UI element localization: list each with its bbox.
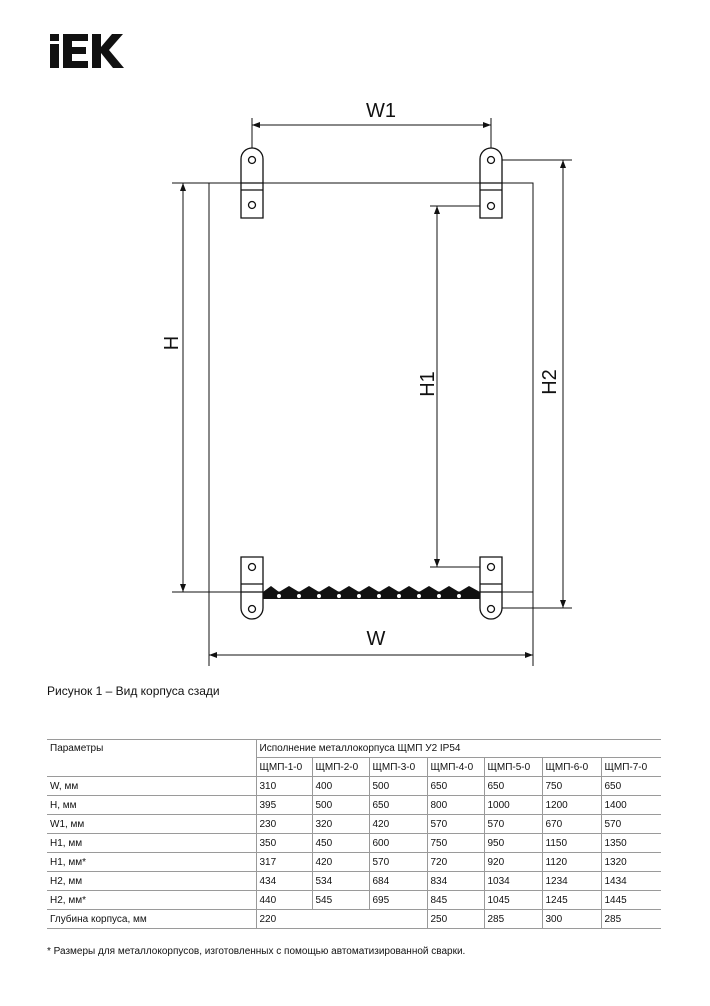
- table-cell: 1000: [484, 796, 542, 815]
- table-cell: 450: [312, 834, 369, 853]
- table-row: [47, 796, 661, 815]
- table-row: [47, 834, 661, 853]
- model-header-cell: ЩМП-1-0: [256, 758, 312, 777]
- table-row: [47, 777, 661, 796]
- table-cell: 350: [256, 834, 312, 853]
- table-cell: 285: [601, 910, 661, 929]
- table-cell: 600: [369, 834, 427, 853]
- table-cell: 570: [484, 815, 542, 834]
- table-row: [47, 891, 661, 910]
- table-cell: 534: [312, 872, 369, 891]
- table-cell: 1400: [601, 796, 661, 815]
- table-cell: 720: [427, 853, 484, 872]
- table-cell: 1434: [601, 872, 661, 891]
- table-cell: 834: [427, 872, 484, 891]
- model-header-cell: ЩМП-4-0: [427, 758, 484, 777]
- table-cell: 1034: [484, 872, 542, 891]
- dim-label-h1: H1: [417, 371, 439, 397]
- table-row: [47, 872, 661, 891]
- table-cell: 650: [369, 796, 427, 815]
- cable-entry-strip: [263, 586, 480, 599]
- dim-label-w1: W1: [366, 100, 396, 122]
- table-cell: 400: [312, 777, 369, 796]
- table-cell: 310: [256, 777, 312, 796]
- dim-label-h2: H2: [539, 369, 561, 395]
- model-header-cell: ЩМП-7-0: [601, 758, 661, 777]
- table-cell: 1234: [542, 872, 601, 891]
- table-cell: 695: [369, 891, 427, 910]
- figure-caption: Рисунок 1 – Вид корпуса сзади: [47, 684, 220, 698]
- param-header: Параметры: [47, 740, 256, 777]
- table-cell: 1045: [484, 891, 542, 910]
- table-cell: 317: [256, 853, 312, 872]
- specifications-table: [47, 739, 661, 929]
- row-label: H1, мм: [47, 834, 256, 853]
- table-cell: 750: [542, 777, 601, 796]
- table-cell: 420: [369, 815, 427, 834]
- dim-label-w: W: [366, 628, 386, 650]
- group-header: Исполнение металлокорпуса ЩМП У2 IP54: [256, 740, 661, 758]
- row-label: W1, мм: [47, 815, 256, 834]
- table-cell: 1200: [542, 796, 601, 815]
- dim-label-h: H: [161, 335, 183, 351]
- table-cell: 220: [256, 910, 427, 929]
- table-cell: 650: [484, 777, 542, 796]
- table-cell: 230: [256, 815, 312, 834]
- row-label: H, мм: [47, 796, 256, 815]
- row-label: Глубина корпуса, мм: [47, 910, 256, 929]
- row-label: H2, мм: [47, 872, 256, 891]
- table-cell: 250: [427, 910, 484, 929]
- table-cell: 1350: [601, 834, 661, 853]
- model-header-cell: ЩМП-3-0: [369, 758, 427, 777]
- depth-row: [47, 910, 661, 929]
- table-cell: 1150: [542, 834, 601, 853]
- table-cell: 800: [427, 796, 484, 815]
- table-cell: 1245: [542, 891, 601, 910]
- table-cell: 545: [312, 891, 369, 910]
- table-cell: 684: [369, 872, 427, 891]
- table-cell: 670: [542, 815, 601, 834]
- table-cell: 650: [427, 777, 484, 796]
- model-header-cell: ЩМП-2-0: [312, 758, 369, 777]
- footnote: * Размеры для металлокорпусов, изготовленных с помощью автоматизированной сварки.: [47, 946, 466, 957]
- table-cell: 434: [256, 872, 312, 891]
- table-cell: 950: [484, 834, 542, 853]
- table-cell: 395: [256, 796, 312, 815]
- row-label: H1, мм*: [47, 853, 256, 872]
- model-header-cell: ЩМП-5-0: [484, 758, 542, 777]
- table-cell: 1320: [601, 853, 661, 872]
- table-cell: 420: [312, 853, 369, 872]
- table-cell: 300: [542, 910, 601, 929]
- model-header-cell: ЩМП-6-0: [542, 758, 601, 777]
- table-cell: 750: [427, 834, 484, 853]
- table-cell: 285: [484, 910, 542, 929]
- table-cell: 320: [312, 815, 369, 834]
- table-cell: 570: [427, 815, 484, 834]
- table-cell: 440: [256, 891, 312, 910]
- table-cell: 920: [484, 853, 542, 872]
- table-header-row: [47, 740, 661, 758]
- table-cell: 845: [427, 891, 484, 910]
- table-cell: 570: [601, 815, 661, 834]
- table-cell: 650: [601, 777, 661, 796]
- enclosure-outline: [209, 183, 533, 592]
- table-cell: 500: [312, 796, 369, 815]
- table-row: [47, 815, 661, 834]
- table-cell: 570: [369, 853, 427, 872]
- table-cell: 1120: [542, 853, 601, 872]
- table-row: [47, 853, 661, 872]
- table-cell: 500: [369, 777, 427, 796]
- row-label: H2, мм*: [47, 891, 256, 910]
- table-cell: 1445: [601, 891, 661, 910]
- row-label: W, мм: [47, 777, 256, 796]
